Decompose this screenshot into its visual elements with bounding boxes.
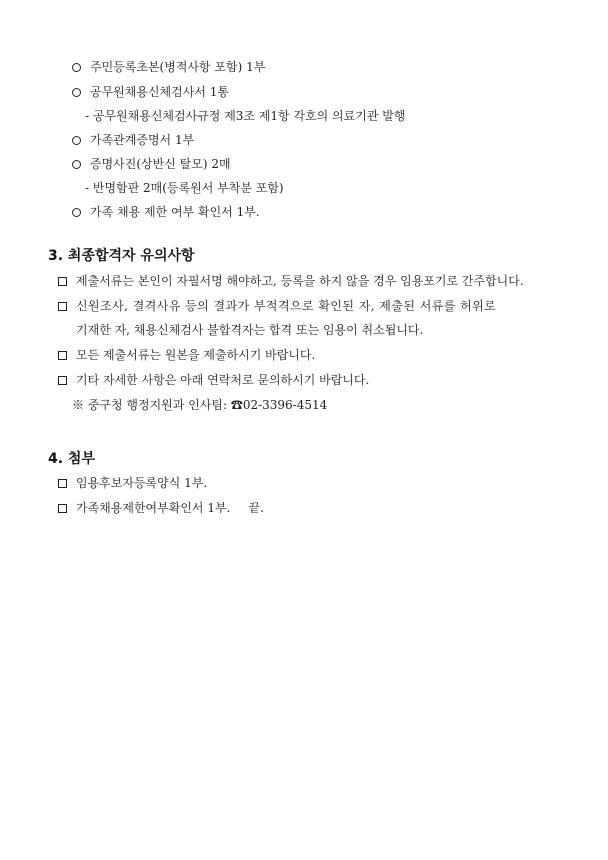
circle-bullet-icon	[72, 88, 81, 97]
document-item	[72, 59, 265, 75]
contact-text: ※ 중구청 행정지원과 인사팀: ☎02-3396-4514	[72, 398, 328, 412]
document-subitem	[85, 180, 284, 196]
item-text: 제출서류는 본인이 자필서명 해야하고, 등록을 하지 않을 경우 임용포기로 간주합니다.	[76, 274, 524, 288]
item-text: 기재한 자, 채용신체검사 불합격자는 합격 또는 임용이 취소됩니다.	[76, 323, 424, 337]
contact-note	[72, 397, 327, 413]
item-text: 모든 제출서류는 원본을 제출하시기 바랍니다.	[76, 348, 316, 362]
square-bullet-icon	[58, 376, 67, 385]
circle-bullet-icon	[72, 160, 81, 169]
document-item	[72, 156, 231, 172]
item-text: 증명사진(상반신 탈모) 2매	[90, 157, 231, 171]
document-subitem	[85, 108, 405, 124]
item-text: 임용후보자등록양식 1부.	[76, 476, 208, 490]
square-bullet-icon	[58, 351, 67, 360]
square-bullet-icon	[58, 302, 67, 311]
document-item	[58, 273, 524, 289]
attachment-item	[58, 475, 207, 491]
document-item	[58, 347, 315, 363]
item-text: 신원조사, 결격사유 등의 결과가 부적격으로 확인된 자, 제출된 서류를 허위로	[76, 299, 497, 313]
document-item	[58, 372, 369, 388]
end-mark: 끝.	[248, 501, 264, 515]
document-item-continuation	[76, 322, 423, 338]
document-item	[72, 132, 194, 148]
subitem-text: - 공무원채용신체검사규정 제3조 제1항 각호의 의료기관 발행	[85, 109, 406, 123]
circle-bullet-icon	[72, 63, 81, 72]
circle-bullet-icon	[72, 208, 81, 217]
section-heading: 4. 첨부	[48, 451, 95, 467]
circle-bullet-icon	[72, 136, 81, 145]
section-heading: 3. 최종합격자 유의사항	[48, 248, 195, 264]
item-text: 기타 자세한 사항은 아래 연락처로 문의하시기 바랍니다.	[76, 373, 370, 387]
square-bullet-icon	[58, 277, 67, 286]
document-item	[72, 84, 229, 100]
subitem-text: - 반명함판 2매(등록원서 부착분 포함)	[85, 181, 284, 195]
square-bullet-icon	[58, 504, 67, 513]
square-bullet-icon	[58, 479, 67, 488]
document-item	[58, 298, 496, 314]
document-item	[72, 204, 260, 220]
item-text: 주민등록초본(병적사항 포함) 1부	[90, 60, 266, 74]
item-text: 가족채용제한여부확인서 1부.	[76, 501, 231, 515]
attachment-item	[58, 500, 264, 516]
item-text: 공무원채용신체검사서 1통	[90, 85, 229, 99]
item-text: 가족관계증명서 1부	[90, 133, 195, 147]
item-text: 가족 채용 제한 여부 확인서 1부.	[90, 205, 260, 219]
